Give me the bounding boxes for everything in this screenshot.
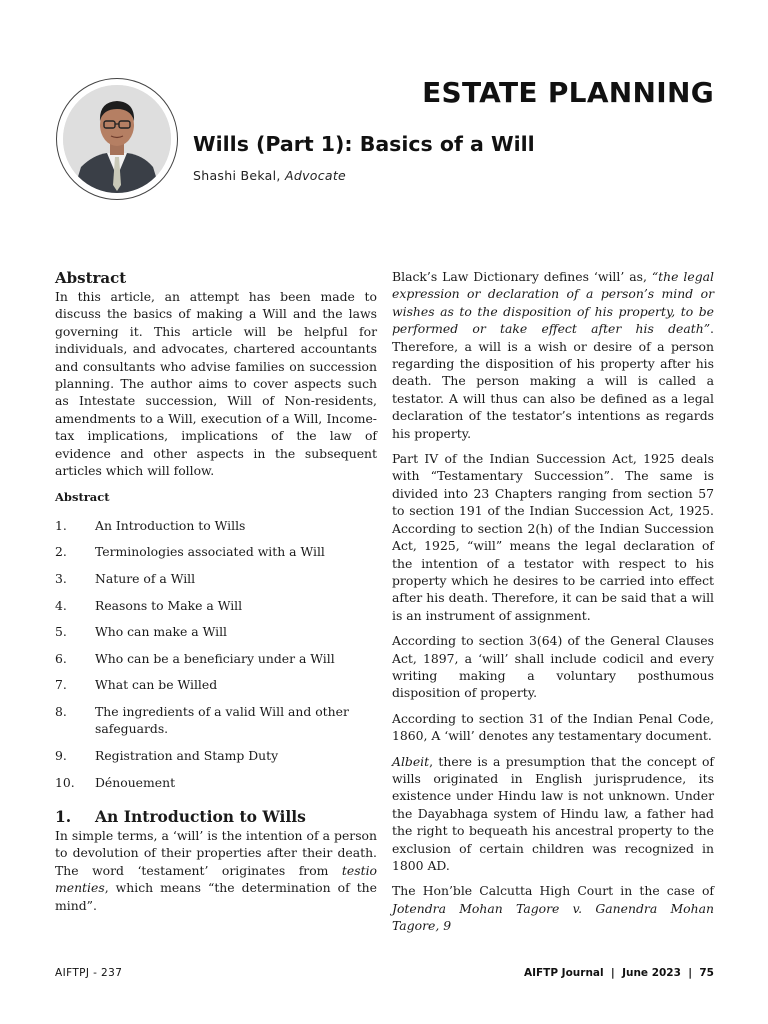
paragraph-succession-act: Part IV of the Indian Succession Act, 1925 deals with “Testamentary Succession”. The same is divided into 23 Chapters ranging from section 57 to section 191 of the Indian Succession Act, 1925. According to section 2(h) of the Indian Succession Act, 1925, “will” means the legal declaration of the intention of a testator with respect to his property which he desires to be carried into effect after his death. Therefore, it can be said that a will is an instrument of assignment.: [392, 451, 714, 623]
text-run: , which means “the determination of the mind”.: [55, 880, 377, 913]
toc-item: [55, 623, 377, 640]
toc-item: [55, 774, 377, 791]
section-1-text: [55, 827, 377, 914]
toc-text: The ingredients of a valid Will and other safeguards.: [95, 704, 349, 737]
footer-page-code: AIFTPJ - 237: [55, 967, 123, 979]
right-column: [392, 268, 714, 943]
toc-number: 9.: [55, 748, 67, 764]
toc-text: Terminologies associated with a Will: [95, 544, 325, 560]
footer-journal-info: AIFTP Journal | June 2023 | 75: [523, 967, 714, 979]
table-of-contents: [55, 517, 377, 791]
toc-text: Registration and Stamp Duty: [95, 748, 279, 764]
quote: “the legal expression or declaration of a person’s mind or wishes as to the disposition of his property, to be performed or take effect after his death”: [392, 269, 714, 337]
toc-number: 10.: [55, 774, 75, 790]
author-role: Advocate: [284, 168, 347, 183]
latin-term: testio menties: [55, 862, 377, 896]
paragraph-definition: [392, 268, 714, 442]
toc-number: 1.: [55, 517, 67, 533]
text-run: . Therefore, a will is a wish or desire of a person regarding the disposition of his property after his death. The person making a will is called a testator. A will thus can also be defined as a legal declaration of the testator’s intentions as regards his property.: [392, 321, 714, 441]
author-portrait-icon: [63, 85, 171, 193]
toc-number: 4.: [55, 597, 67, 613]
text-run: , there is a presumption that the concept of wills originated in English jurisprudence, its existence under Hindu law is not unknown. Under the Dayabhaga system of Hindu law, a father had the right to bequeath his ancestral property to the exclusion of certain children was recognized in 1800 AD.: [392, 753, 714, 873]
byline: [193, 168, 346, 183]
toc-text: Who can be a beneficiary under a Will: [95, 650, 335, 666]
section-title-text: An Introduction to Wills: [95, 807, 306, 827]
section-heading: [55, 807, 377, 827]
text-run: The Hon’ble Calcutta High Court in the case of: [392, 883, 714, 899]
toc-number: 3.: [55, 571, 67, 587]
toc-number: 6.: [55, 650, 67, 666]
toc-item: [55, 517, 377, 534]
left-column: [55, 268, 377, 914]
paragraph-penal-code: According to section 31 of the Indian Penal Code, 1860, A ‘will’ denotes any testamentary document.: [392, 710, 714, 744]
toc-item: [55, 676, 377, 693]
text-run: Black’s Law Dictionary defines ‘will’ as,: [392, 269, 652, 284]
toc-text: Dénouement: [95, 774, 176, 790]
paragraph-hindu-law: [392, 753, 714, 875]
toc-item: [55, 703, 377, 738]
toc-text: Who can make a Will: [95, 624, 228, 640]
toc-text: Nature of a Will: [95, 571, 196, 587]
author-photo: [56, 78, 180, 202]
paragraph-general-clauses: According to section 3(64) of the General Clauses Act, 1897, a ‘will’ shall include codicil and every writing making a voluntary posthumous disposition of property.: [392, 633, 714, 701]
toc-item: [55, 597, 377, 614]
toc-text: Reasons to Make a Will: [95, 597, 243, 613]
toc-number: 8.: [55, 704, 67, 720]
toc-text: What can be Willed: [95, 677, 218, 693]
section-number: 1.: [55, 807, 72, 827]
toc-item: [55, 747, 377, 764]
paragraph-case: [392, 882, 714, 934]
abstract-heading: Abstract: [55, 269, 127, 287]
emphasis: Albeit: [392, 753, 430, 769]
abstract-text: In this article, an attempt has been made to discuss the basics of making a Will and the laws governing it. This article will be helpful for individuals, and advocates, chartered accountants and consultants who advise families on succession planning. The author aims to cover aspects such as Intestate succession, Will of Non-residents, amendments to a Will, execution of a Will, Income-tax implications, implications of the law of evidence and other aspects in the subsequent articles which will follow.: [55, 289, 377, 479]
toc-heading: Abstract: [55, 490, 110, 505]
text-run: In simple terms, a ‘will’ is the intention of a person to devolution of their properties after their death. The word ‘testament’ originates from: [55, 828, 377, 878]
case-citation: Jotendra Mohan Tagore v. Ganendra Mohan Tagore, 9: [392, 900, 714, 934]
avatar: [63, 85, 171, 193]
toc-number: 5.: [55, 624, 67, 640]
toc-item: [55, 543, 377, 560]
section-title: ESTATE PLANNING: [422, 76, 714, 109]
toc-item: [55, 570, 377, 587]
toc-number: 7.: [55, 677, 67, 693]
article-title: Wills (Part 1): Basics of a Will: [193, 132, 535, 156]
toc-number: 2.: [55, 544, 67, 560]
toc-item: [55, 650, 377, 667]
toc-text: An Introduction to Wills: [95, 517, 246, 533]
author-name: Shashi Bekal,: [193, 168, 281, 183]
